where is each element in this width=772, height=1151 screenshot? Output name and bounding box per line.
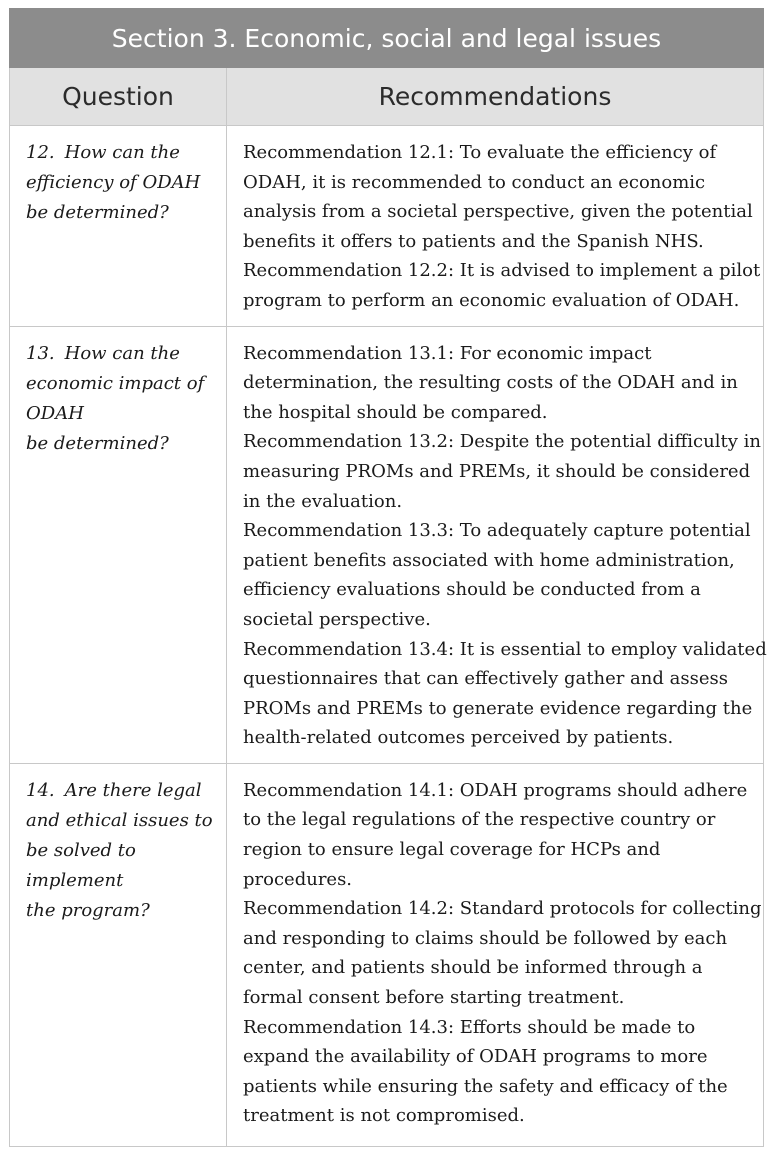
column-header-question: Question bbox=[10, 68, 227, 126]
recommendation-line: Recommendation 13.2: Despite the potential difficulty in bbox=[243, 431, 761, 453]
recommendation-line: patients while ensuring the safety and efficacy of the bbox=[243, 1075, 728, 1097]
recommendation bbox=[243, 776, 753, 894]
recommendation bbox=[243, 1013, 753, 1131]
recommendation-line: in the evaluation. bbox=[243, 490, 403, 512]
section-title: Section 3. Economic, social and legal issues bbox=[10, 9, 764, 68]
recommendation bbox=[243, 635, 767, 753]
recommendation-line: questionnaires that can effectively gather and assess bbox=[243, 668, 728, 690]
recommendation-line: measuring PROMs and PREMs, it should be considered bbox=[243, 460, 751, 482]
question-line bbox=[26, 339, 216, 369]
question-line bbox=[26, 776, 216, 806]
question-line bbox=[26, 399, 216, 429]
question-line bbox=[26, 168, 216, 198]
question-line bbox=[26, 198, 216, 228]
question-line bbox=[26, 866, 216, 896]
recommendation-line: treatment is not compromised. bbox=[243, 1105, 525, 1127]
question-text: be determined? bbox=[26, 432, 169, 454]
recommendations-table bbox=[9, 8, 767, 1147]
question-text: implement bbox=[26, 869, 124, 891]
question-text: and ethical issues to bbox=[26, 809, 213, 831]
question-line bbox=[26, 806, 216, 836]
recommendation-line: analysis from a societal perspective, given the potential bbox=[243, 201, 753, 223]
recommendation-line: procedures. bbox=[243, 868, 353, 890]
column-header-recommendations: Recommendations bbox=[227, 68, 764, 126]
question-text: economic impact of bbox=[26, 372, 205, 394]
recommendation bbox=[243, 256, 761, 315]
question-text: ODAH bbox=[26, 402, 84, 424]
recommendation-line: patient benefits associated with home administration, bbox=[243, 549, 735, 571]
recommendation-line: to the legal regulations of the respective country or bbox=[243, 809, 716, 831]
recommendation-line: societal perspective. bbox=[243, 608, 431, 630]
table-body bbox=[10, 126, 767, 1147]
recommendation bbox=[243, 427, 761, 516]
recommendation-line: Recommendation 14.2: Standard protocols for collecting bbox=[243, 898, 762, 920]
table-row bbox=[10, 763, 764, 1146]
recommendation bbox=[243, 339, 753, 428]
question-text: Are there legal bbox=[64, 779, 202, 801]
recommendation-line: Recommendation 13.4: It is essential to employ validated bbox=[243, 638, 767, 660]
recommendation-line: ODAH, it is recommended to conduct an economic bbox=[243, 171, 706, 193]
recommendation bbox=[243, 516, 753, 634]
question-line bbox=[26, 369, 216, 399]
question-line bbox=[26, 836, 216, 866]
recommendation bbox=[243, 138, 753, 256]
question-cell bbox=[10, 763, 227, 1146]
question-text: efficiency of ODAH bbox=[26, 172, 201, 193]
recommendation bbox=[243, 894, 762, 1012]
recommendations-cell bbox=[227, 763, 764, 1146]
recommendation-line: expand the availability of ODAH programs to more bbox=[243, 1046, 708, 1068]
recommendation-line: efficiency evaluations should be conducted from a bbox=[243, 579, 701, 601]
question-number: 13. bbox=[26, 342, 55, 364]
recommendation-line: PROMs and PREMs to generate evidence regarding the bbox=[243, 697, 753, 719]
recommendation-line: Recommendation 14.3: Efforts should be made to bbox=[243, 1016, 696, 1038]
table-row bbox=[10, 126, 764, 327]
recommendation-line: Recommendation 12.1: To evaluate the efficiency of bbox=[243, 142, 717, 163]
recommendation-line: health-related outcomes perceived by patients. bbox=[243, 727, 674, 749]
recommendation-line: program to perform an economic evaluation of ODAH. bbox=[243, 289, 740, 311]
recommendation-line: the hospital should be compared. bbox=[243, 401, 548, 423]
recommendation-line: determination, the resulting costs of the ODAH and in bbox=[243, 372, 738, 394]
recommendation-line: Recommendation 12.2: It is advised to implement a pilot bbox=[243, 260, 761, 282]
question-cell bbox=[10, 126, 227, 327]
recommendation-line: formal consent before starting treatment. bbox=[243, 987, 625, 1009]
question-line bbox=[26, 138, 216, 168]
question-text: be determined? bbox=[26, 202, 169, 223]
question-cell bbox=[10, 326, 227, 763]
recommendation-line: and responding to claims should be followed by each bbox=[243, 927, 728, 949]
question-text: the program? bbox=[26, 899, 150, 921]
question-text: How can the bbox=[64, 142, 180, 163]
question-number: 14. bbox=[26, 779, 55, 801]
recommendation-line: Recommendation 13.1: For economic impact bbox=[243, 342, 652, 364]
recommendation-line: region to ensure legal coverage for HCPs and bbox=[243, 839, 661, 861]
question-line bbox=[26, 429, 216, 459]
question-text: be solved to bbox=[26, 839, 136, 861]
recommendation-line: center, and patients should be informed through a bbox=[243, 957, 703, 979]
table-row bbox=[10, 326, 764, 763]
recommendations-cell bbox=[227, 326, 767, 763]
question-line bbox=[26, 896, 216, 926]
question-text: How can the bbox=[64, 342, 180, 364]
recommendation-line: Recommendation 13.3: To adequately capture potential bbox=[243, 520, 751, 542]
recommendation-line: benefits it offers to patients and the Spanish NHS. bbox=[243, 230, 704, 252]
question-number: 12. bbox=[26, 142, 55, 163]
recommendation-line: Recommendation 14.1: ODAH programs should adhere bbox=[243, 779, 748, 801]
recommendations-cell bbox=[227, 126, 764, 327]
